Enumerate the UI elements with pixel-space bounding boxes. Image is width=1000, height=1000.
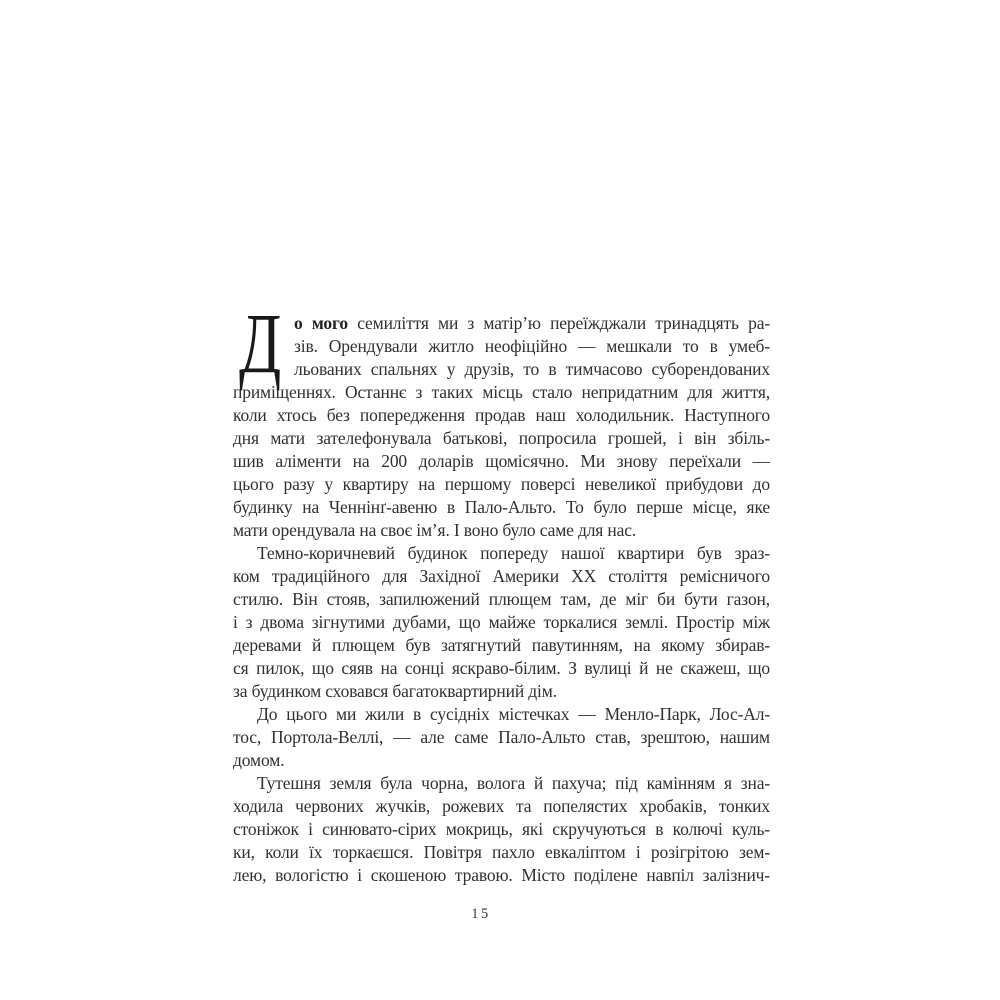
text-line: стилю. Він стояв, запилюжений плющем там, де міг би бути газон, <box>233 589 770 609</box>
paragraph-lead-bold: о мого <box>294 313 348 333</box>
text-line: приміщеннях. Останнє з таких місць стало непридатним для життя, <box>233 382 770 402</box>
text-line: будинку на Ченнінґ-авеню в Пало-Альто. То було перше місце, яке <box>233 497 770 517</box>
text-line: дня мати зателефонувала батькові, попросила грошей, і він збіль- <box>233 428 770 448</box>
paragraph-2 <box>233 542 770 703</box>
text-line: тос, Портола-Веллі, — але саме Пало-Альто став, зрештою, нашим <box>233 727 770 747</box>
paragraph-4 <box>233 772 770 887</box>
text-block <box>233 295 770 887</box>
text-line: ки, коли їх торкаєшся. Повітря пахло евкаліптом і розігрітою зем- <box>233 842 770 862</box>
text-line: Темно-коричневий будинок попереду нашої квартири був зраз- <box>257 543 770 563</box>
text-line: ком традиційного для Західної Америки XX століття ремісничого <box>233 566 770 586</box>
text-line <box>233 312 770 335</box>
page-number: 15 <box>471 906 491 922</box>
text-line: домом. <box>233 750 285 770</box>
paragraph-1 <box>233 295 770 542</box>
text-line: лею, вологістю і скошеною травою. Місто поділене навпіл залізнич- <box>233 865 770 885</box>
text-line: цього разу у квартиру на першому поверсі невеликої прибудови до <box>233 474 770 494</box>
text-line: До цього ми жили в сусідніх містечках — Менло-Парк, Лос-Ал- <box>257 704 770 724</box>
text-line-rest: семиліття ми з матір’ю переїжджали тринадцять ра- <box>347 313 770 333</box>
paragraph-3 <box>233 703 770 772</box>
text-line: шив аліменти на 200 доларів щомісячно. Ми знову переїхали — <box>233 451 770 471</box>
text-line: льованих спальнях у друзів, то в тимчасово суборендованих <box>294 359 770 379</box>
text-line: мати орендувала на своє ім’я. І воно було саме для нас. <box>233 520 637 540</box>
text-line: за будинком сховався багатоквартирний дім. <box>233 681 557 701</box>
text-line: зів. Орендували житло неофіційно — мешкали то в умеб- <box>294 336 770 356</box>
text-line: ходила червоних жучків, рожевих та попелястих хробаків, тонких <box>233 796 770 816</box>
text-line: деревами й плющем був затягнутий павутинням, на якому збирав- <box>233 635 770 655</box>
text-line: і з двома зігнутими дубами, що майже торкалися землі. Простір між <box>233 612 770 632</box>
drop-cap-letter: Д <box>239 295 282 391</box>
text-line: коли хтось без попередження продав наш холодильник. Наступного <box>233 405 770 425</box>
text-line: стоніжок і синювато-сірих мокриць, які скручуються в колючі куль- <box>233 819 770 839</box>
text-line: ся пилок, що сяяв на сонці яскраво-білим. З вулиці й не скажеш, що <box>233 658 770 678</box>
text-line: Тутешня земля була чорна, волога й пахуча; під камінням я зна- <box>257 773 770 793</box>
